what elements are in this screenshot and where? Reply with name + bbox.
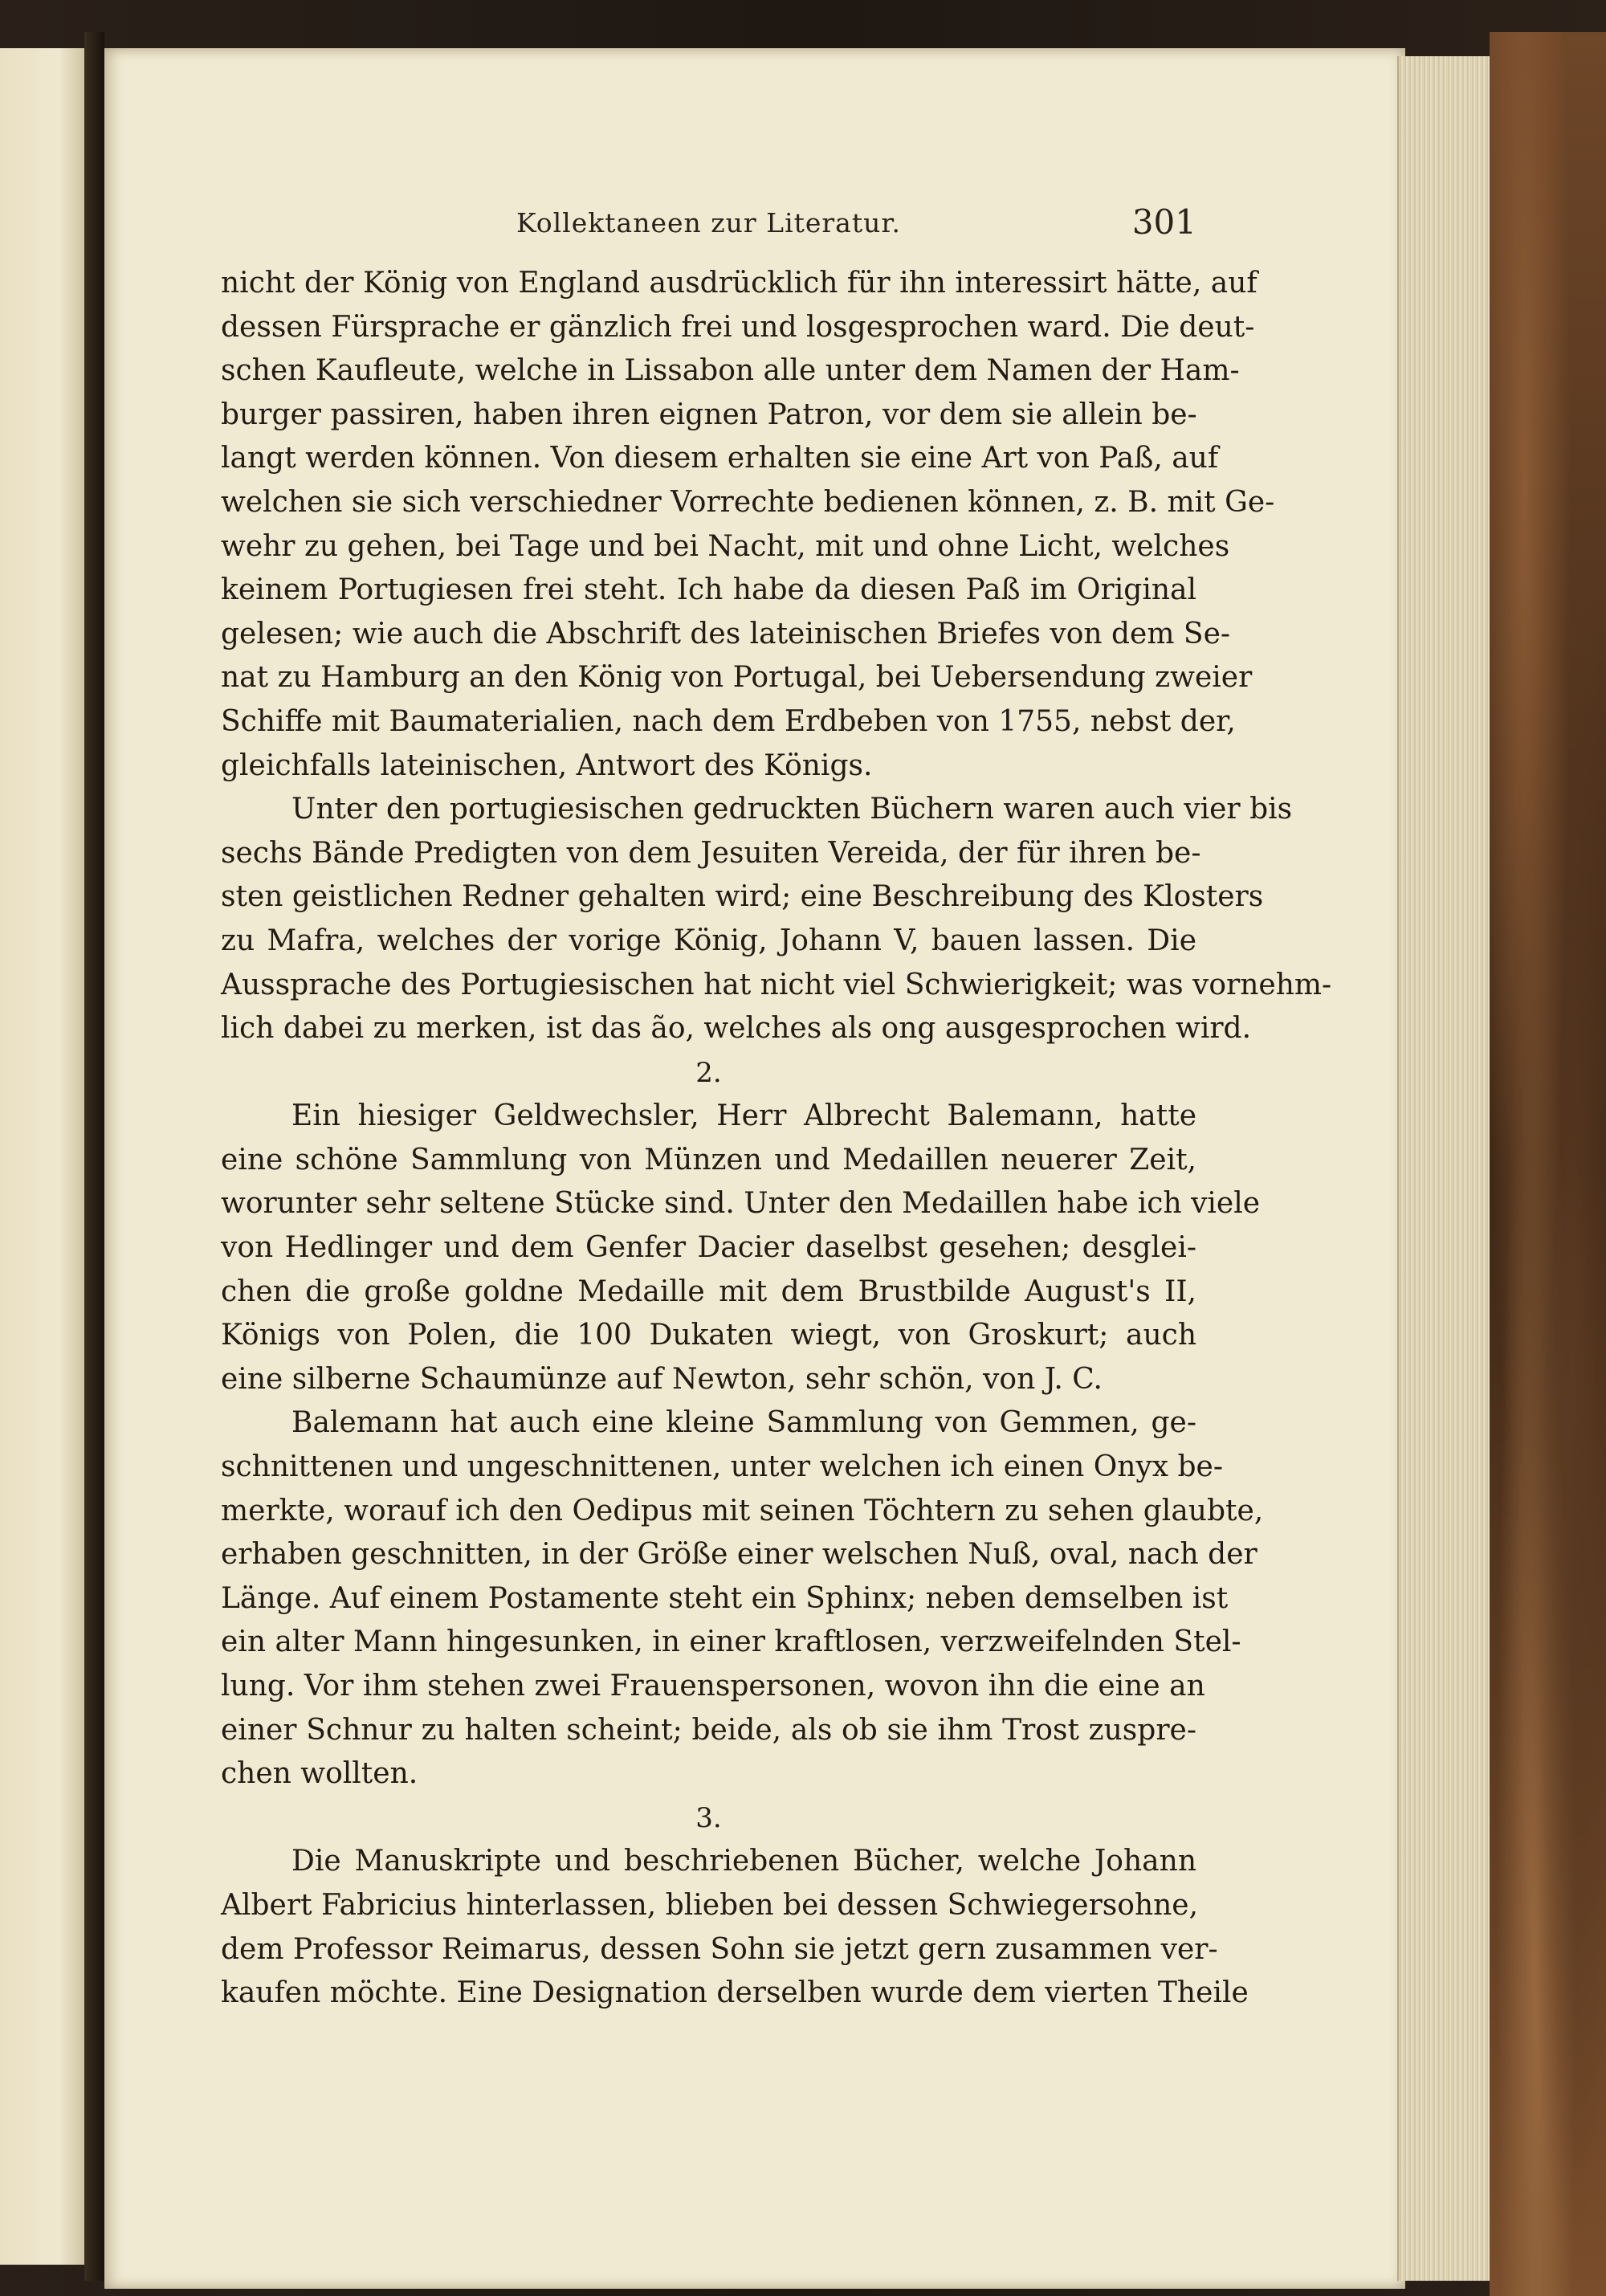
paragraph-4 xyxy=(221,1401,1264,1796)
text-line: erhaben geschnitten, in der Größe einer welschen Nuß, oval, nach der xyxy=(221,1538,1257,1572)
text-line: ein alter Mann hingesunken, in einer kraftlosen, verzweifelnden Stel- xyxy=(221,1625,1241,1659)
running-title: Kollektaneen zur Literatur. xyxy=(516,207,902,239)
text-line: Die Manuskripte und beschriebenen Bücher, welche Johann xyxy=(291,1845,1196,1878)
left-page-edge xyxy=(0,48,87,2265)
text-line: sechs Bände Predigten von dem Jesuiten Vereida, der für ihren be- xyxy=(221,836,1201,870)
text-line: Balemann hat auch eine kleine Sammlung von Gemmen, ge- xyxy=(291,1406,1196,1440)
paragraph-1 xyxy=(221,262,1275,788)
text-line: Länge. Auf einem Postamente steht ein Sphinx; neben demselben ist xyxy=(221,1581,1229,1615)
text-line: schen Kaufleute, welche in Lissabon alle unter dem Namen der Ham- xyxy=(221,354,1240,388)
text-line: dessen Fürsprache er gänzlich frei und losgesprochen ward. Die deut- xyxy=(221,310,1255,344)
text-line: chen wollten. xyxy=(221,1757,418,1791)
text-line: merkte, worauf ich den Oedipus mit seinen Töchtern zu sehen glaubte, xyxy=(221,1494,1264,1527)
text-line: Unter den portugiesischen gedruckten Büchern waren auch vier bis xyxy=(291,793,1293,826)
text-line: schnittenen und ungeschnittenen, unter welchen ich einen Onyx be- xyxy=(221,1450,1224,1484)
text-line: wehr zu gehen, bei Tage und bei Nacht, mit und ohne Licht, welches xyxy=(221,529,1230,563)
text-line: eine silberne Schaumünze auf Newton, sehr schön, von J. C. xyxy=(221,1362,1103,1396)
paragraph-3 xyxy=(221,1095,1261,1401)
text-line: Albert Fabricius hinterlassen, blieben bei dessen Schwiegersohne, xyxy=(221,1888,1199,1922)
text-line: eine schöne Sammlung von Münzen und Medaillen neuerer Zeit, xyxy=(221,1143,1196,1177)
text-line: Ein hiesiger Geldwechsler, Herr Albrecht Balemann, hatte xyxy=(291,1099,1196,1133)
text-line: gelesen; wie auch die Abschrift des lateinischen Briefes von dem Se- xyxy=(221,617,1231,650)
text-line: sten geistlichen Redner gehalten wird; eine Beschreibung des Klosters xyxy=(221,880,1264,914)
text-line: kaufen möchte. Eine Designation derselben wurde dem vierten Theile xyxy=(221,1976,1249,2010)
text-line: gleichfalls lateinischen, Antwort des Königs. xyxy=(221,748,873,782)
paragraph-5 xyxy=(221,1840,1249,2015)
text-line: Aussprache des Portugiesischen hat nicht viel Schwierigkeit; was vornehm- xyxy=(221,968,1332,1001)
page-edges xyxy=(1397,56,1495,2281)
text-line: lich dabei zu merken, ist das ão, welches als ong ausgesprochen wird. xyxy=(221,1012,1252,1046)
text-line: burger passiren, haben ihren eignen Patron, vor dem sie allein be- xyxy=(221,398,1197,431)
section-number-2: 2. xyxy=(695,1056,722,1089)
page-number: 301 xyxy=(1131,202,1196,242)
text-line: langt werden können. Von diesem erhalten sie eine Art von Paß, auf xyxy=(221,442,1219,475)
text-line: worunter sehr seltene Stücke sind. Unter den Medaillen habe ich viele xyxy=(221,1187,1261,1221)
text-line: nat zu Hamburg an den König von Portugal, bei Uebersendung zweier xyxy=(221,661,1253,695)
text-line: Schiffe mit Baumaterialien, nach dem Erdbeben von 1755, nebst der, xyxy=(221,704,1236,738)
book-spine-gutter xyxy=(84,32,104,2281)
paragraph-2 xyxy=(221,788,1332,1051)
marbled-cover-board xyxy=(1490,32,1606,2296)
page-header xyxy=(221,202,1196,247)
text-line: nicht der König von England ausdrücklich für ihn interessirt hätte, auf xyxy=(221,267,1257,300)
section-number-3: 3. xyxy=(695,1801,722,1834)
text-line: keinem Portugiesen frei steht. Ich habe da diesen Paß im Original xyxy=(221,573,1196,607)
text-line: chen die große goldne Medaille mit dem Brustbilde August's II, xyxy=(221,1274,1196,1308)
text-line: zu Mafra, welches der vorige König, Johann V, bauen lassen. Die xyxy=(221,924,1196,957)
text-line: lung. Vor ihm stehen zwei Frauenspersonen, wovon ihn die eine an xyxy=(221,1670,1205,1703)
text-line: Königs von Polen, die 100 Dukaten wiegt, von Groskurt; auch xyxy=(221,1319,1196,1352)
text-line: einer Schnur zu halten scheint; beide, als ob sie ihm Trost zuspre- xyxy=(221,1713,1196,1747)
text-line: dem Professor Reimarus, dessen Sohn sie jetzt gern zusammen ver- xyxy=(221,1932,1218,1966)
text-line: von Hedlinger und dem Genfer Dacier daselbst gesehen; desglei- xyxy=(221,1231,1196,1265)
page-body xyxy=(221,262,1332,2016)
text-line: welchen sie sich verschiedner Vorrechte bedienen können, z. B. mit Ge- xyxy=(221,485,1275,519)
